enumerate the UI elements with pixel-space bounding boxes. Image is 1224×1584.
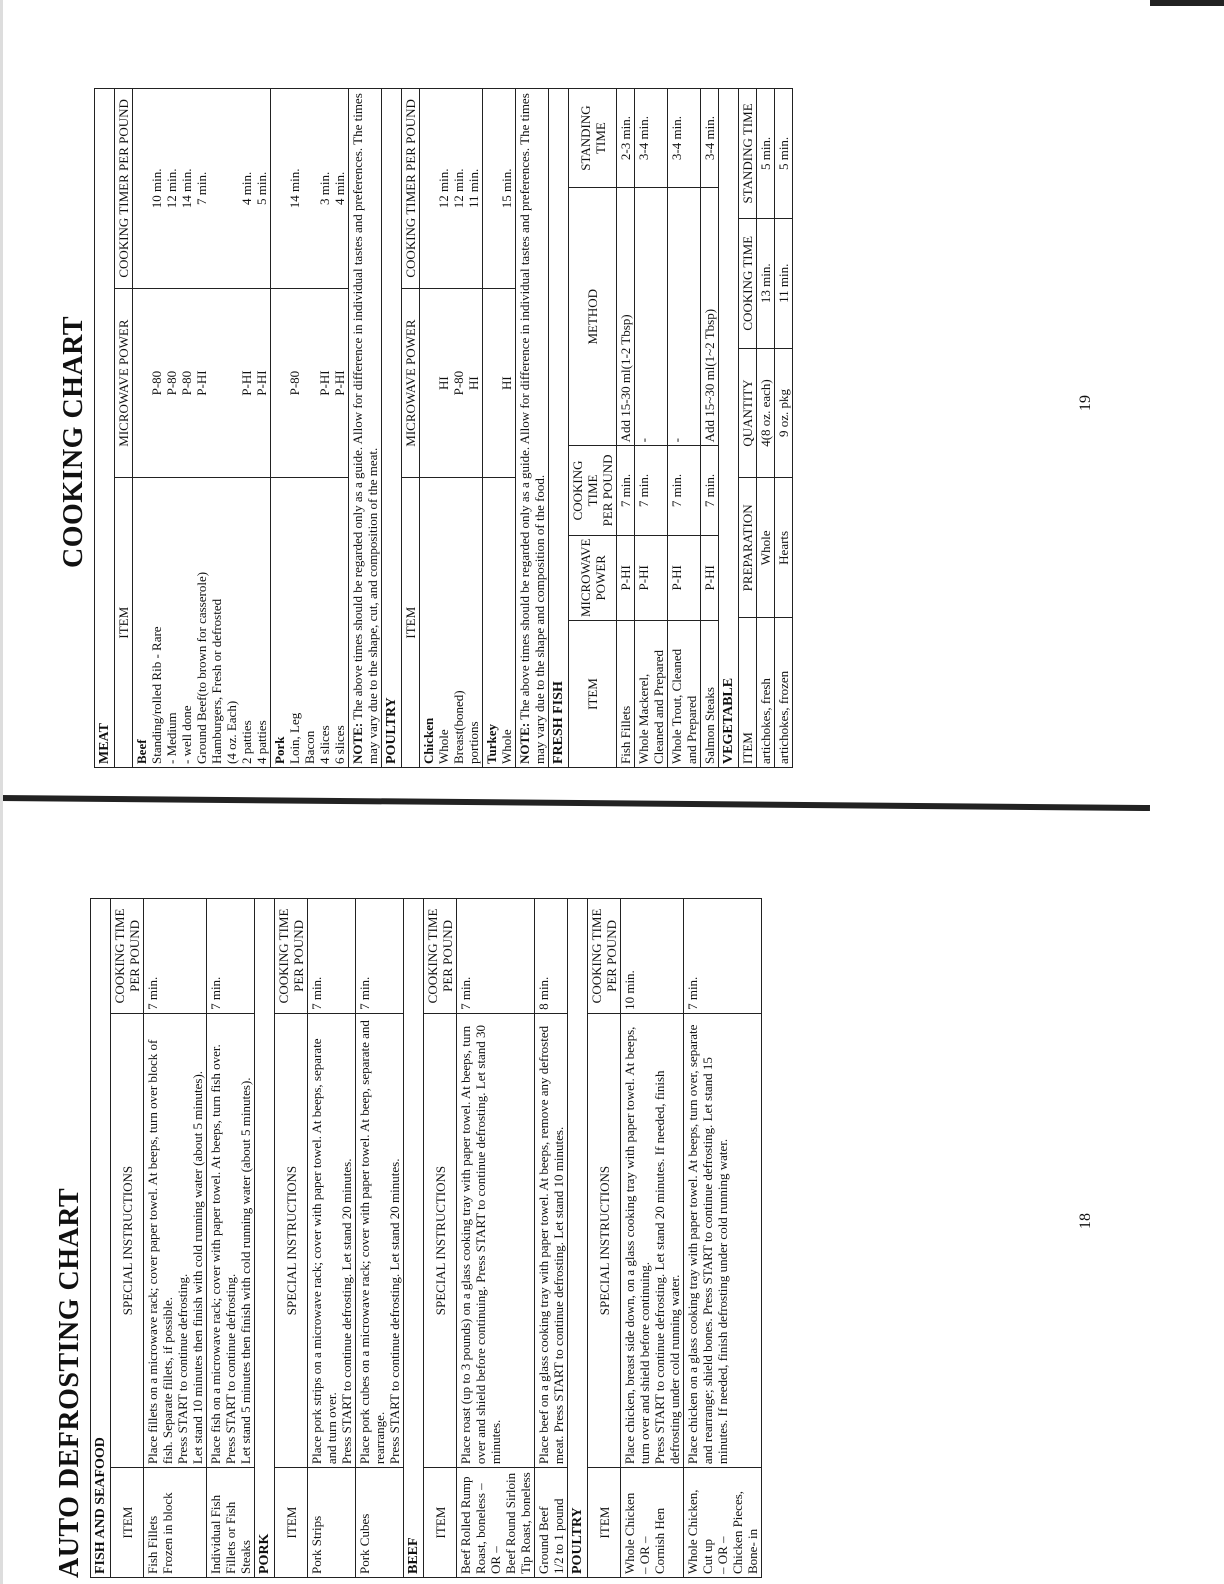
row-qty: 4(8 oz. each) — [757, 348, 775, 478]
row-item: Whole Trout, Cleaned and Prepared — [668, 621, 701, 768]
group-time: 14 min. 3 min. 4 min. — [271, 89, 349, 289]
row-standing: 2-3 min. — [617, 89, 635, 188]
table-row — [535, 899, 568, 1578]
item-header: ITEM — [424, 1468, 457, 1578]
cooking-title: COOKING CHART — [58, 315, 89, 568]
row-item: artichokes, frozen — [775, 618, 793, 768]
instructions-header: SPECIAL INSTRUCTIONS — [424, 1013, 457, 1467]
row-qty: 9 oz. pkg — [775, 348, 793, 478]
standing-header: STANDING TIME — [739, 89, 757, 219]
table-row — [420, 89, 483, 768]
defrost-section-name: FISH AND SEAFOOD — [91, 899, 111, 1578]
table-row — [757, 89, 775, 768]
group-items: Standing/rolled Rib - Rare - Medium - well done Ground Beef(to brown for casserole) Hamburgers, Fresh or defrosted (4 oz. Each) 2 patties 4 patties — [149, 571, 269, 764]
power-header: MICROWAVE POWER — [115, 288, 133, 478]
row-time: 7 min. — [684, 899, 762, 1014]
meat-note — [349, 89, 382, 768]
row-item: Salmon Steaks — [701, 621, 719, 768]
group-power: P-80 P-80 P-80 P-HI P-HI P-HI — [133, 288, 271, 478]
row-time: 7 min. — [668, 446, 701, 535]
row-instructions: Place fillets on a microwave rack; cover paper towel. At beeps, turn over block of fish. Separate fillets, if possible. Press START to continue defrosting. Let stand 10 minutes then finish with cold running water (about 5 minutes). — [144, 1013, 207, 1467]
row-instructions: Place fish on a microwave rack; cover with paper towel. At beeps, turn fish over. Press START to continue defrosting. Let stand 5 minutes then finish with cold running water (about 5 minutes). — [207, 1013, 255, 1467]
group-items: Whole Breast(boned) portions — [436, 690, 481, 764]
group-name: Beef — [134, 739, 149, 764]
row-power: P-HI — [635, 535, 668, 621]
method-header: METHOD — [569, 188, 617, 446]
row-time: 7 min. — [356, 899, 404, 1014]
instructions-header: SPECIAL INSTRUCTIONS — [275, 1013, 308, 1467]
defrost-section-name: BEEF — [404, 899, 424, 1578]
row-time: 7 min. — [635, 446, 668, 535]
table-row — [356, 899, 404, 1578]
item-header: ITEM — [111, 1468, 144, 1578]
fish-section-name: FRESH FISH — [549, 89, 569, 768]
defrost-section-name: POULTRY — [568, 899, 588, 1578]
row-instructions: Place roast (up to 3 pounds) on a glass cooking tray with paper towel. At beeps, turn over and shield before continuing. Press START to continue defrosting. Let stand 30 minutes. — [457, 1013, 535, 1467]
group-items: Loin, Leg Bacon 4 slices 6 slices — [287, 712, 347, 764]
note-text: The above times should be regarded only as a guide. Allow for difference in individual tastes and preferences. The times may vary due to the shape and composition of the food. — [517, 93, 547, 764]
standing-header: STANDING TIME — [569, 89, 617, 188]
row-power: P-HI — [701, 535, 719, 621]
time-header: COOKING TIME — [739, 218, 757, 348]
poultry-note — [516, 89, 549, 768]
row-time: 11 min. — [775, 218, 793, 348]
time-header: COOKING TIME PER POUND — [275, 899, 308, 1014]
time-header: COOKING TIMER PER POUND — [402, 89, 420, 289]
table-row — [775, 89, 793, 768]
row-item: Pork Cubes — [356, 1468, 404, 1578]
row-item: Fish Fillets — [617, 621, 635, 768]
item-header: ITEM — [115, 478, 133, 768]
row-method: Add 15~30 ml(1~2 Tbsp) — [701, 188, 719, 446]
defrost-section-name: PORK — [255, 899, 275, 1578]
row-power: P-HI — [668, 535, 701, 621]
group-power: HI P-80 HI — [420, 288, 483, 478]
row-time: 13 min. — [757, 218, 775, 348]
row-time: 7 min. — [308, 899, 356, 1014]
row-item: Individual Fish Fillets or Fish Steaks — [207, 1468, 255, 1578]
scan-left-edge — [0, 0, 3, 1584]
group-name: Turkey — [484, 724, 499, 764]
row-standing: 5 min. — [775, 89, 793, 219]
row-item: Ground Beef 1/2 to 1 pound — [535, 1468, 568, 1578]
table-row — [701, 89, 719, 768]
defrost-title: AUTO DEFROSTING CHART — [54, 1187, 85, 1578]
row-time: 7 min. — [144, 899, 207, 1014]
row-prep: Hearts — [775, 478, 793, 618]
row-item: Whole Mackerel, Cleaned and Prepared — [635, 621, 668, 768]
group-time: 10 min. 12 min. 14 min. 7 min. 4 min. 5 min. — [133, 89, 271, 289]
row-standing: 3-4 min. — [668, 89, 701, 188]
table-row — [271, 89, 349, 768]
vegetable-section-name: VEGETABLE — [719, 89, 739, 768]
table-row — [483, 89, 516, 768]
row-time: 8 min. — [535, 899, 568, 1014]
prep-header: PREPARATION — [739, 478, 757, 618]
time-header: COOKING TIME PER POUND — [424, 899, 457, 1014]
table-row — [617, 89, 635, 768]
item-header: ITEM — [402, 478, 420, 768]
row-prep: Whole — [757, 478, 775, 618]
table-row — [668, 89, 701, 768]
row-time: 7 min. — [617, 446, 635, 535]
time-header: COOKING TIME PER POUND — [588, 899, 621, 1014]
row-method: - — [668, 188, 701, 446]
row-item: Beef Rolled Rump Roast, boneless – OR – Beef Round Sirloin Tip Roast, boneless — [457, 1468, 535, 1578]
group-name: Pork — [272, 736, 287, 764]
table-row — [457, 899, 535, 1578]
group-power: P-80 P-HI P-HI — [271, 288, 349, 478]
meat-table — [94, 88, 549, 768]
poultry-section-name: POULTRY — [382, 89, 402, 768]
row-time: 7 min. — [457, 899, 535, 1014]
row-standing: 3-4 min. — [635, 89, 668, 188]
row-power: P-HI — [617, 535, 635, 621]
defrost-page — [54, 888, 762, 1578]
row-standing: 5 min. — [757, 89, 775, 219]
item-header: ITEM — [569, 621, 617, 768]
row-instructions: Place chicken on a glass cooking tray with paper towel. At beeps, turn over, separate and rearrange; shield bones. Press START to continue defrosting. Let stand 15 minutes. If needed, finish defrosting under cold running water. — [684, 1013, 762, 1467]
qty-header: QUANTITY — [739, 348, 757, 478]
vegetable-table — [719, 88, 793, 768]
row-time: 7 min. — [207, 899, 255, 1014]
page-number-left: 18 — [1077, 1213, 1094, 1229]
group-time: 15 min. — [483, 89, 516, 289]
scan-edge-line — [0, 795, 1150, 811]
page-number-right: 19 — [1077, 395, 1094, 411]
power-header: MICROWAVE POWER — [569, 535, 617, 621]
row-item: Whole Chicken, Cut up – OR – Chicken Pieces, Bone- in — [684, 1468, 762, 1578]
fish-table — [549, 88, 719, 768]
table-row — [207, 899, 255, 1578]
item-header: ITEM — [588, 1468, 621, 1578]
power-header: MICROWAVE POWER — [402, 288, 420, 478]
meat-section-name: MEAT — [95, 89, 115, 768]
table-row — [308, 899, 356, 1578]
row-instructions: Place chicken, breast side down, on a glass cooking tray with paper towel. At beeps, turn over and shield before continuing. Press START to continue defrosting. Let stand 20 minutes. If needed, finish defrosting under cold running water. — [621, 1013, 684, 1467]
table-row — [144, 899, 207, 1578]
time-header: COOKING TIMER PER POUND — [115, 89, 133, 289]
defrost-table — [90, 898, 762, 1578]
row-item: Pork Strips — [308, 1468, 356, 1578]
group-items: Whole — [499, 729, 514, 764]
row-method: - — [635, 188, 668, 446]
row-standing: 3-4 min. — [701, 89, 719, 188]
row-instructions: Place beef on a glass cooking tray with paper towel. At beeps, remove any defrosted meat. Press START to continue defrosting. Let stand 10 minutes. — [535, 1013, 568, 1467]
table-row — [621, 899, 684, 1578]
row-time: 10 min. — [621, 899, 684, 1014]
row-method: Add 15-30 ml(1-2 Tbsp) — [617, 188, 635, 446]
instructions-header: SPECIAL INSTRUCTIONS — [111, 1013, 144, 1467]
time-header: COOKING TIME PER POUND — [111, 899, 144, 1014]
row-item: Fish Fillets Frozen in block — [144, 1468, 207, 1578]
cooking-page — [58, 68, 793, 768]
note-label: NOTE: — [517, 722, 532, 764]
note-label: NOTE: — [350, 722, 365, 764]
item-header: ITEM — [739, 618, 757, 768]
row-instructions: Place pork cubes on a microwave rack; cover with paper towel. At beep, separate and rearrange. Press START to continue defrosting. Let stand 20 minutes. — [356, 1013, 404, 1467]
row-item: artichokes, fresh — [757, 618, 775, 768]
time-header: COOKING TIME PER POUND — [569, 446, 617, 535]
table-row — [133, 89, 271, 768]
item-header: ITEM — [275, 1468, 308, 1578]
note-text: The above times should be regarded only as a guide. Allow for difference in individual tastes and preferences. The times may vary due to the shape, cut, and composition of the meat. — [350, 93, 380, 764]
row-time: 7 min. — [701, 446, 719, 535]
table-row — [635, 89, 668, 768]
row-item: Whole Chicken – OR – Cornish Hen — [621, 1468, 684, 1578]
instructions-header: SPECIAL INSTRUCTIONS — [588, 1013, 621, 1467]
group-time: 12 min. 12 min. 11 min. — [420, 89, 483, 289]
row-instructions: Place pork strips on a microwave rack; cover with paper towel. At beeps, separate and turn over. Press START to continue defrosting. Let stand 20 minutes. — [308, 1013, 356, 1467]
table-row — [684, 899, 762, 1578]
group-name: Chicken — [421, 717, 436, 764]
group-power: HI — [483, 288, 516, 478]
scan-corner-mark — [1150, 0, 1224, 6]
